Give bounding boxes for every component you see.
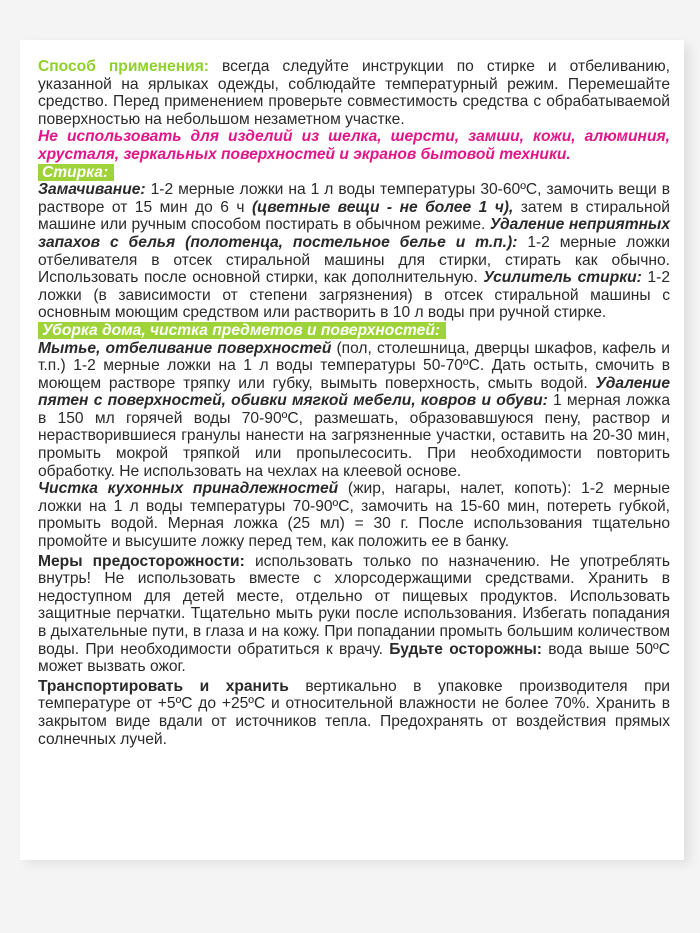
- precautions-text: использовать только по назначению. Не употреблять внутрь! Не использовать вместе с хлорсодержащими средствами. Хранить в недоступном для детей месте, отдельно от пищевых продуктов. Использовать защитные перчатки. Тщательно мыть руки после использования. Избегать попадания в дыхательные пути, в глаза и на кожу. При попадании промыть большим количеством воды. При необходимости обратиться к врачу.: [38, 552, 670, 658]
- odor-text: 1-2 мерные ложки отбеливателя в отсек стиральной машины для стирки, стирать как обычно. Использовать после основной стирки, как дополнительную.: [38, 233, 670, 287]
- laundry-heading-row: [38, 164, 670, 182]
- precautions-paragraph: [38, 553, 670, 676]
- boost-text: 1-2 ложки (в зависимости от степени загрязнения) в отсек стиральной машины с основным моющим средством или растворить в 10 л воды при ручной стирке.: [38, 269, 670, 322]
- soak-label: Замачивание:: [38, 181, 146, 199]
- kitchen-label: Чистка кухонных принадлежностей: [38, 480, 339, 498]
- soak-note: (цветные вещи - не более 1 ч),: [251, 198, 514, 216]
- precautions-label: Меры предосторожности:: [38, 552, 245, 570]
- cleaning-paragraph: [38, 340, 670, 481]
- stain-label: Удаление пятен с поверхностей, обивки мягкой мебели, ковров и обуви:: [38, 374, 670, 410]
- instructions-text: [38, 58, 670, 748]
- usage-paragraph: [38, 58, 670, 128]
- boost-label: Усилитель стирки:: [483, 269, 642, 287]
- kitchen-paragraph: [38, 480, 670, 550]
- stain-text: 1 мерная ложка в 150 мл горячей воды 70-90ºС, размешать, образовавшуюся пену, раствор и нерастворившиеся гранулы нанести на загрязненные участки, оставить на 20-30 мин, промыть мокрой тряпкой или пропылесосить. При необходимости повторить обработку. Не использовать на чехлах на клеевой основе.: [38, 392, 670, 480]
- storage-label: Транспортировать и хранить: [38, 677, 289, 695]
- storage-paragraph: [38, 678, 670, 748]
- caution-text: вода выше 50ºС может вызвать ожог.: [38, 640, 670, 676]
- material-warning: Не использовать для изделий из шелка, шерсти, замши, кожи, алюминия, хрусталя, зеркальных поверхностей и экранов бытовой техники.: [38, 128, 670, 163]
- kitchen-text: (жир, нагары, налет, копоть): 1-2 мерные ложки на 1 л воды температуры 70-90ºС, замочить на 15-60 мин, потереть губкой, промыть водой. Мерная ложка (25 мл) = 30 г. После использования тщательно промойте и высушите ложку перед тем, как положить ее в банку.: [38, 480, 670, 551]
- soak-text-2: затем в стиральной машине или ручным способом постирать в обычном режиме.: [38, 198, 671, 234]
- odor-label: Удаление неприятных запахов с белья (полотенца, постельное белье и т.п.):: [38, 216, 670, 251]
- laundry-paragraph: [38, 181, 670, 322]
- usage-text: всегда следуйте инструкции по стирке и отбеливанию, указанной на ярлыках одежды, соблюдайте температурный режим. Перемешайте средство. Перед применением проверьте совместимость средства с обрабатываемой поверхностью на небольшом незаметном участке.: [38, 58, 670, 128]
- cleaning-heading-row: [38, 322, 670, 340]
- laundry-heading: Стирка:: [38, 164, 114, 181]
- caution-label: Будьте осторожны:: [389, 640, 542, 658]
- usage-title: Способ применения:: [38, 58, 209, 75]
- wash-text: (пол, столешница, дверцы шкафов, кафель и т.п.) 1-2 мерные ложки на 1 л воды температуры 50-70ºС. Дать остыть, смочить в моющем растворе тряпку или губку, вымыть поверхность, смыть водой.: [38, 339, 670, 392]
- storage-text: вертикально в упаковке производителя при температуре от +5ºС до +25ºС и относительной влажности не более 70%. Хранить в закрытом виде вдали от источников тепла. Предохранять от воздействия прямых солнечных лучей.: [38, 677, 670, 748]
- wash-label: Мытье, отбеливание поверхностей: [38, 339, 332, 357]
- soak-text: 1-2 мерные ложки на 1 л воды температуры 30-60ºС, замочить вещи в растворе от 15 мин до 6 ч: [38, 181, 670, 216]
- cleaning-heading: Уборка дома, чистка предметов и поверхностей:: [38, 322, 446, 339]
